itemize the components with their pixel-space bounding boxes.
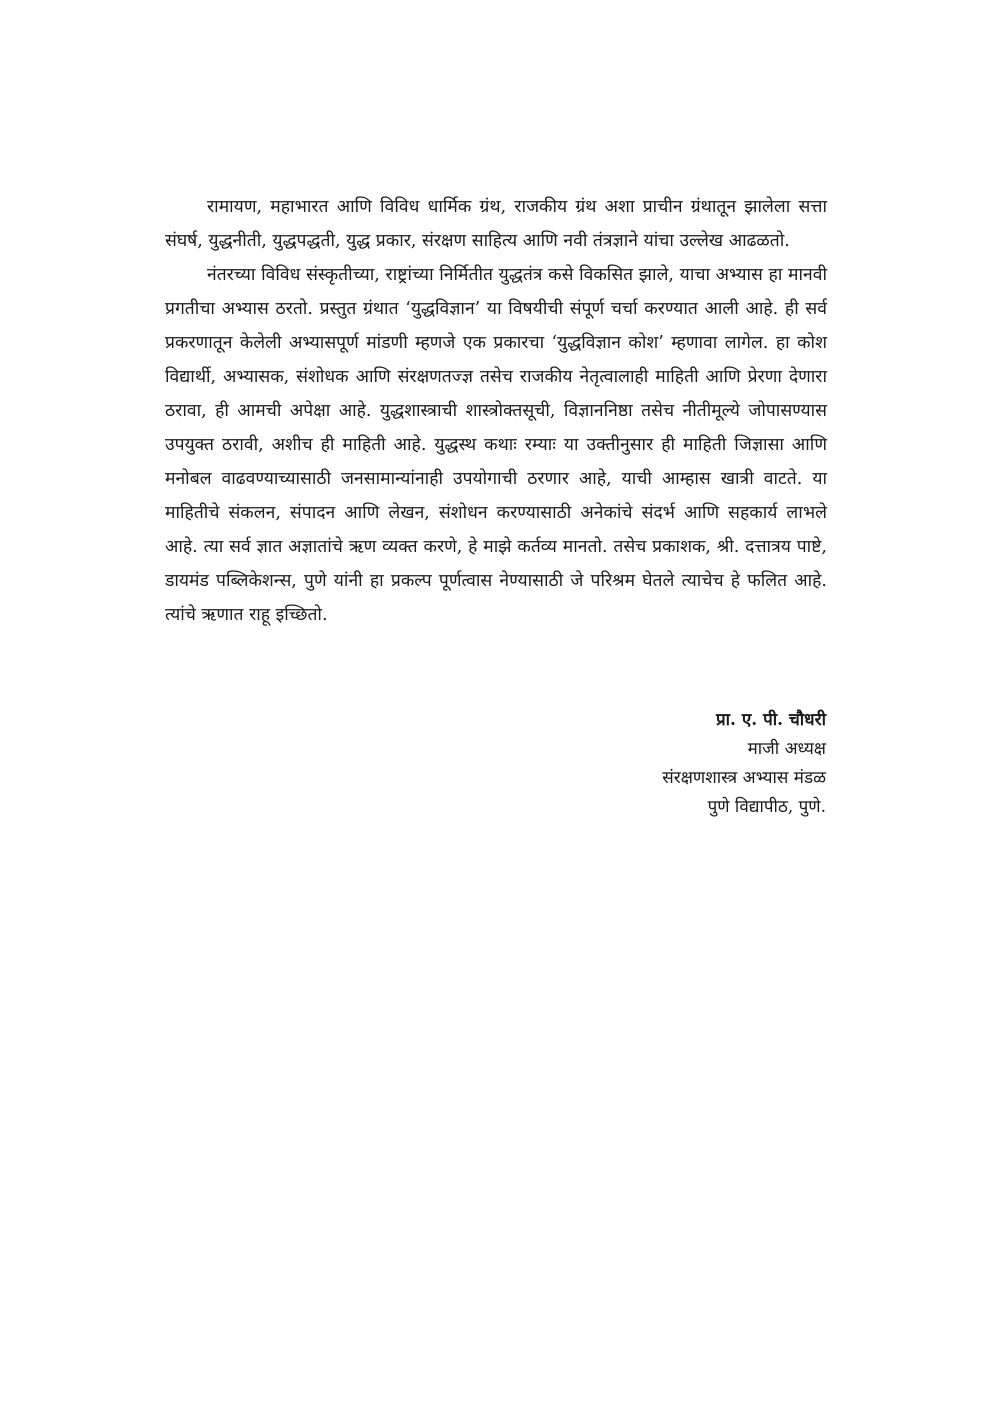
preface-body xyxy=(165,190,827,632)
paragraph-1: रामायण, महाभारत आणि विविध धार्मिक ग्रंथ, राजकीय ग्रंथ अशा प्राचीन ग्रंथातून झालेला सत्ता संघर्ष, युद्धनीती, युद्धपद्धती, युद्ध प्रकार, संरक्षण साहित्य आणि नवी तंत्रज्ञाने यांचा उल्लेख आढळतो. xyxy=(165,197,827,251)
paragraph-2: नंतरच्या विविध संस्कृतीच्या, राष्ट्रांच्या निर्मितीत युद्धतंत्र कसे विकसित झाले, याचा अभ्यास हा मानवी प्रगतीचा अभ्यास ठरतो. प्रस्तुत ग्रंथात ‘युद्धविज्ञान’ या विषयीची संपूर्ण चर्चा करण्यात आली आहे. ही सर्व प्रकरणातून केलेली अभ्यासपूर्ण मांडणी म्हणजे एक प्रकारचा ‘युद्धविज्ञान कोश’ म्हणावा लागेल. हा कोश विद्यार्थी, अभ्यासक, संशोधक आणि संरक्षणतज्ज्ञ तसेच राजकीय नेतृत्वालाही माहिती आणि प्रेरणा देणारा ठरावा, ही आमची अपेक्षा आहे. युद्धशास्त्राची शास्त्रोक्तसूची, विज्ञाननिष्ठा तसेच नीतीमूल्ये जोपासण्यास उपयुक्त ठरावी, अशीच ही माहिती आहे. युद्धस्थ कथाः रम्याः या उक्तीनुसार ही माहिती जिज्ञासा आणि मनोबल वाढवण्याच्यासाठी जनसामान्यांनाही उपयोगाची ठरणार आहे, याची आम्हास खात्री वाटते. या माहितीचे संकलन, संपादन आणि लेखन, संशोधन करण्यासाठी अनेकांचे संदर्भ आणि सहकार्य लाभले आहे. त्या सर्व ज्ञात अज्ञातांचे ऋण व्यक्त करणे, हे माझे कर्तव्य मानतो. तसेच प्रकाशक, श्री. दत्तात्रय पाष्टे, डायमंड पब्लिकेशन्स, पुणे यांनी हा प्रकल्प पूर्णत्वास नेण्यासाठी जे परिश्रम घेतले त्याचेच हे फलित आहे. त्यांचे ऋणात राहू इच्छितो. xyxy=(165,265,827,625)
author-organization: संरक्षणशास्त्र अभ्यास मंडळ xyxy=(662,768,826,788)
signature-block xyxy=(506,706,826,822)
author-name: प्रा. ए. पी. चौधरी xyxy=(715,710,826,730)
author-institution: पुणे विद्यापीठ, पुणे. xyxy=(707,797,826,817)
author-title: माजी अध्यक्ष xyxy=(747,739,826,759)
